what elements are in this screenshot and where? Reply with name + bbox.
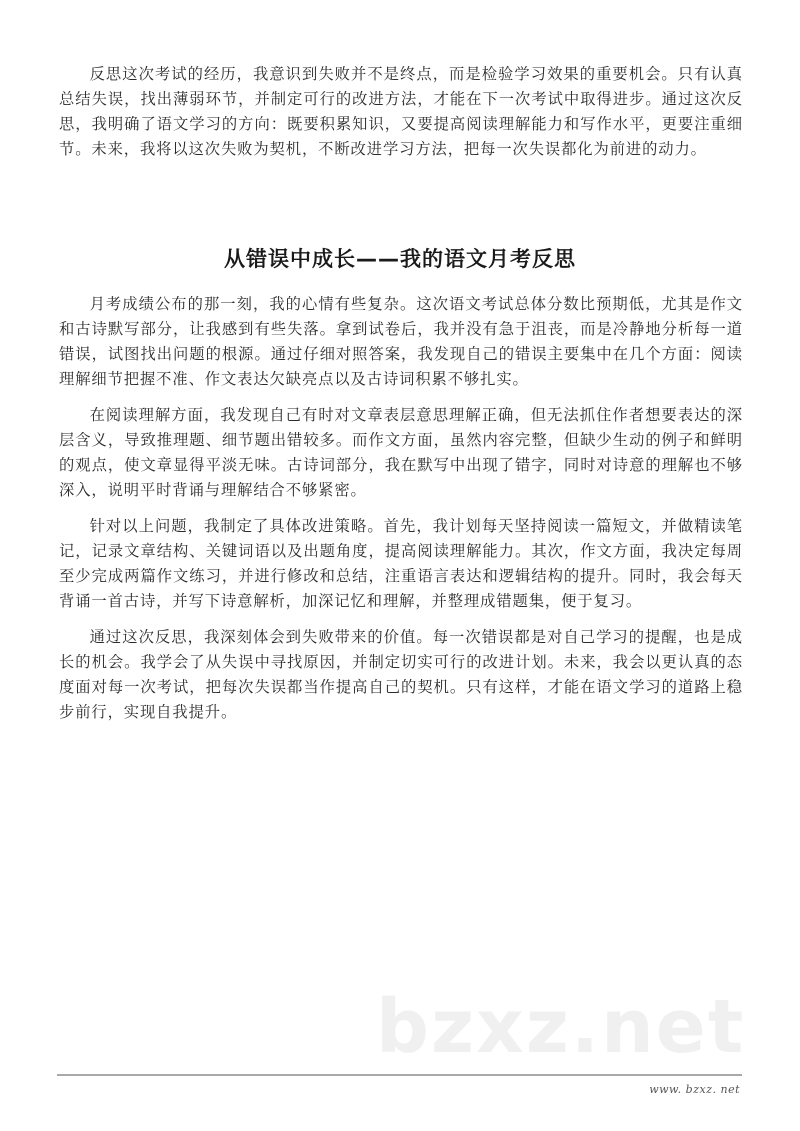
footer-divider <box>57 1074 742 1076</box>
watermark: bzxz.net <box>376 984 746 1070</box>
paragraph: 月考成绩公布的那一刻，我的心情有些复杂。这次语文考试总体分数比预期低，尤其是作文和古诗默写部分，让我感到有些失落。拿到试卷后，我并没有急于沮丧，而是冷静地分析每一道错误，试图找出问题的根源。通过仔细对照答案，我发现自己的错误主要集中在几个方面：阅读理解细节把握不准、作文表达欠缺亮点以及古诗词积累不够扎实。 <box>59 295 743 388</box>
paragraph: 反思这次考试的经历，我意识到失败并不是终点，而是检验学习效果的重要机会。只有认真总结失误，找出薄弱环节，并制定可行的改进方法，才能在下一次考试中取得进步。通过这次反思，我明确了语文学习的方向：既要积累知识，又要提高阅读理解能力和写作水平，更要注重细节。未来，我将以这次失败为契机，不断改进学习方法，把每一次失误都化为前进的动力。 <box>59 65 743 158</box>
previous-section <box>59 62 743 162</box>
essay-body <box>59 292 743 725</box>
footer-url: www. bzxz. net <box>649 1083 740 1096</box>
paragraph: 针对以上问题，我制定了具体改进策略。首先，我计划每天坚持阅读一篇短文，并做精读笔记，记录文章结构、关键词语以及出题角度，提高阅读理解能力。其次，作文方面，我决定每周至少完成两篇作文练习，并进行修改和总结，注重语言表达和逻辑结构的提升。同时，我会每天背诵一首古诗，并写下诗意解析，加深记忆和理解，并整理成错题集，便于复习。 <box>59 517 743 610</box>
paragraph: 通过这次反思，我深刻体会到失败带来的价值。每一次错误都是对自己学习的提醒，也是成长的机会。我学会了从失误中寻找原因，并制定切实可行的改进计划。未来，我会以更认真的态度面对每一次考试，把每次失误都当作提高自己的契机。只有这样，才能在语文学习的道路上稳步前行，实现自我提升。 <box>59 628 743 721</box>
essay-title: 从错误中成长——我的语文月考反思 <box>224 247 576 271</box>
paragraph: 在阅读理解方面，我发现自己有时对文章表层意思理解正确，但无法抓住作者想要表达的深层含义，导致推理题、细节题出错较多。而作文方面，虽然内容完整，但缺少生动的例子和鲜明的观点，使文章显得平淡无味。古诗词部分，我在默写中出现了错字，同时对诗意的理解也不够深入，说明平时背诵与理解结合不够紧密。 <box>59 406 743 499</box>
